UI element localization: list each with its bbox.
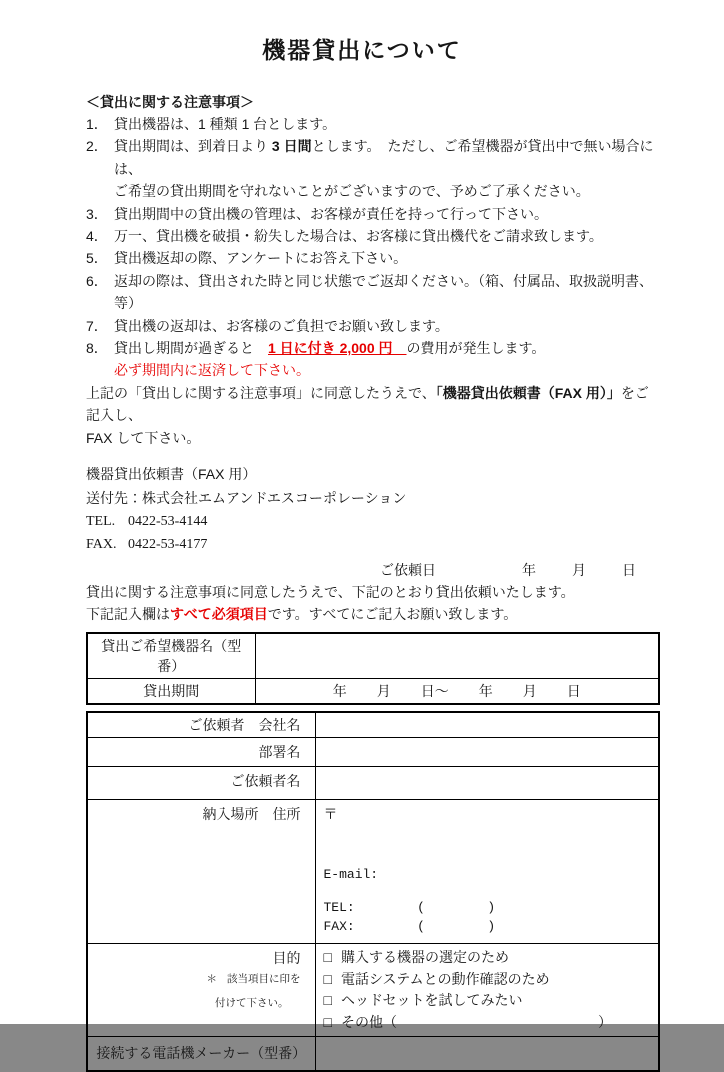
purpose-label-cell: [87, 944, 315, 1037]
notes-list: [86, 113, 660, 382]
required-emphasis: すべて必須項目: [170, 606, 268, 623]
phone-maker-label: 接続する電話機メーカー（型番）: [87, 1037, 315, 1071]
purpose-option-label: 購入する機器の選定のため: [340, 951, 509, 967]
date-unit-month: 月: [572, 561, 586, 578]
address-cell-content: [324, 804, 651, 936]
period-unit: 日: [566, 682, 581, 699]
note-item: [86, 247, 660, 269]
note-number: 5．: [86, 250, 108, 267]
note-item: [86, 315, 660, 337]
fee-highlight: 1 日に付き 2,000 円: [268, 340, 407, 357]
purpose-label: 目的: [272, 952, 301, 968]
rental-period-row: [87, 678, 659, 704]
delivery-address-row: [87, 800, 659, 944]
purpose-option-other[interactable]: [324, 1013, 651, 1035]
fax-label: FAX.: [86, 537, 117, 553]
note-text: 貸出期間中の貸出機の管理は、お客様が責任を持って行って下さい。: [114, 205, 548, 222]
purpose-other-label: その他（: [340, 1015, 397, 1031]
period-unit: 月: [376, 682, 391, 699]
purpose-note-line2: 付けて下さい。: [215, 998, 289, 1010]
request-date-line: [86, 559, 660, 581]
device-name-input-cell[interactable]: [255, 633, 659, 679]
note-text: 返却の際は、貸出された時と同じ状態でご返却ください。（箱、付属品、取扱説明書、等）: [114, 272, 653, 312]
checkbox-icon[interactable]: □: [323, 951, 332, 967]
note-text: 貸出機返却の際、アンケートにお答え下さい。: [114, 250, 408, 267]
note-number: 1．: [86, 116, 108, 132]
device-name-label: 貸出ご希望機器名（型番）: [87, 633, 255, 679]
request-date-label: ご依頼日: [380, 561, 436, 578]
tel-field-line[interactable]: TEL: ( ): [323, 900, 496, 916]
checkbox-icon[interactable]: □: [323, 994, 332, 1010]
page-title: 機器貸出について: [262, 37, 462, 63]
note-item: [86, 270, 660, 315]
fax-contact-block: [86, 463, 660, 557]
note-item: [86, 225, 660, 247]
requester-details-table: [86, 711, 660, 1072]
note-number: 2．: [86, 138, 108, 155]
note-item: [86, 203, 660, 225]
company-row: [87, 712, 659, 738]
period-unit: 月: [522, 682, 537, 699]
device-name-row: [87, 633, 659, 679]
required-post: です。すべてにご記入お願い致します。: [267, 606, 518, 623]
rental-period-input-cell[interactable]: [255, 678, 659, 704]
agreement-statement: 貸出に関する注意事項に同意したうえで、下記のとおり貸出依頼いたします。: [86, 583, 575, 600]
department-input-cell[interactable]: [315, 738, 659, 767]
note-number: 6．: [86, 272, 108, 289]
note-text: 貸出し期間が過ぎると 1 日に付き 2,000 円 の費用が発生します。: [114, 340, 546, 357]
note-text: 万一、貸出機を破損・紛失した場合は、お客様に貸出機代をご請求致します。: [114, 228, 603, 245]
delivery-address-label: 納入場所 住所: [87, 800, 315, 944]
rental-period-units: [264, 681, 651, 701]
agree-text-post: をご記入し、: [86, 384, 649, 424]
agree-line-2: FAX して下さい。: [86, 429, 201, 446]
note-number: 3．: [86, 205, 108, 222]
purpose-note: [207, 968, 301, 1016]
company-label: ご依頼者 会社名: [87, 712, 315, 738]
date-unit-day: 日: [622, 561, 636, 578]
purpose-row: [87, 944, 659, 1037]
date-unit-year: 年: [522, 561, 536, 578]
phone-maker-row: [87, 1037, 659, 1071]
tel-label: TEL.: [86, 513, 116, 529]
purpose-other-close-paren: ）: [598, 1015, 612, 1031]
purpose-note-line1: 該当項目に印を: [227, 974, 301, 986]
notes-heading: ＜貸出に関する注意事項＞: [86, 94, 254, 110]
purpose-option-1[interactable]: [324, 948, 651, 970]
company-input-cell[interactable]: [315, 712, 659, 738]
checkbox-icon[interactable]: □: [323, 972, 332, 988]
device-request-table: [86, 632, 660, 706]
requester-name-label: ご依頼者名: [87, 767, 315, 800]
delivery-address-input-cell[interactable]: [315, 800, 659, 944]
period-unit: 日～: [420, 682, 449, 699]
note-text: 貸出機器は、1 種類 1 台とします。: [114, 116, 337, 132]
note-bold-text: 3 日間: [271, 138, 312, 155]
purpose-option-2[interactable]: [324, 970, 651, 992]
department-row: [87, 738, 659, 767]
note-text-continued: ご希望の貸出期間を守れないことがございますので、予めご了承ください。: [114, 183, 590, 200]
agree-line-1: [86, 382, 660, 427]
note-text: 貸出機の返却は、お客様のご負担でお願い致します。: [114, 317, 449, 334]
department-label: 部署名: [87, 738, 315, 767]
note-number: 4．: [86, 228, 108, 245]
fax-sendto: 送付先：株式会社エムアンドエスコーポレーション: [86, 489, 407, 506]
period-unit: 年: [332, 682, 347, 699]
purpose-option-3[interactable]: [324, 991, 651, 1013]
address-blank-space[interactable]: [324, 824, 651, 867]
note-item: [86, 113, 660, 135]
note-item: [86, 135, 660, 202]
contact-fax-line: [86, 533, 660, 556]
purpose-option-label: 電話システムとの動作確認のため: [340, 972, 550, 988]
phone-maker-input-cell[interactable]: [315, 1037, 659, 1071]
agree-bold-text: 「機器貸出依頼書（FAX 用）」: [435, 384, 621, 401]
fax-field-line[interactable]: FAX: ( ): [323, 919, 496, 935]
fax-value: 0422-53-4177: [128, 537, 208, 553]
overdue-warning: 必ず期間内に返済して下さい。: [114, 362, 310, 379]
tel-value: 0422-53-4144: [128, 513, 208, 529]
note-number: 7．: [86, 317, 108, 334]
fax-form-title: 機器貸出依頼書（FAX 用）: [86, 466, 257, 483]
requester-name-row: [87, 767, 659, 800]
email-field-label[interactable]: E-mail:: [323, 867, 379, 883]
note-number: 8．: [86, 340, 108, 357]
purpose-options-cell: [315, 944, 659, 1037]
period-unit: 年: [478, 682, 493, 699]
checkbox-icon[interactable]: □: [323, 1015, 332, 1031]
note-item: [86, 337, 660, 382]
agree-text: 上記の「貸出しに関する注意事項」に同意したうえで、: [86, 384, 436, 401]
note-text: 貸出期間は、到着日より 3 日間とします。 ただし、ご希望機器が貸出中で無い場合には、: [114, 138, 654, 177]
contact-tel-line: [86, 510, 660, 533]
asterisk-mark: ＊: [206, 974, 217, 986]
requester-name-input-cell[interactable]: [315, 767, 659, 800]
rental-period-label: 貸出期間: [87, 678, 255, 704]
postal-mark: 〒: [323, 808, 338, 824]
purpose-option-label: ヘッドセットを試してみたい: [340, 994, 523, 1010]
agree-paragraph: [86, 382, 660, 449]
required-pre: 下記記入欄は: [86, 606, 170, 623]
required-note: [86, 603, 660, 625]
